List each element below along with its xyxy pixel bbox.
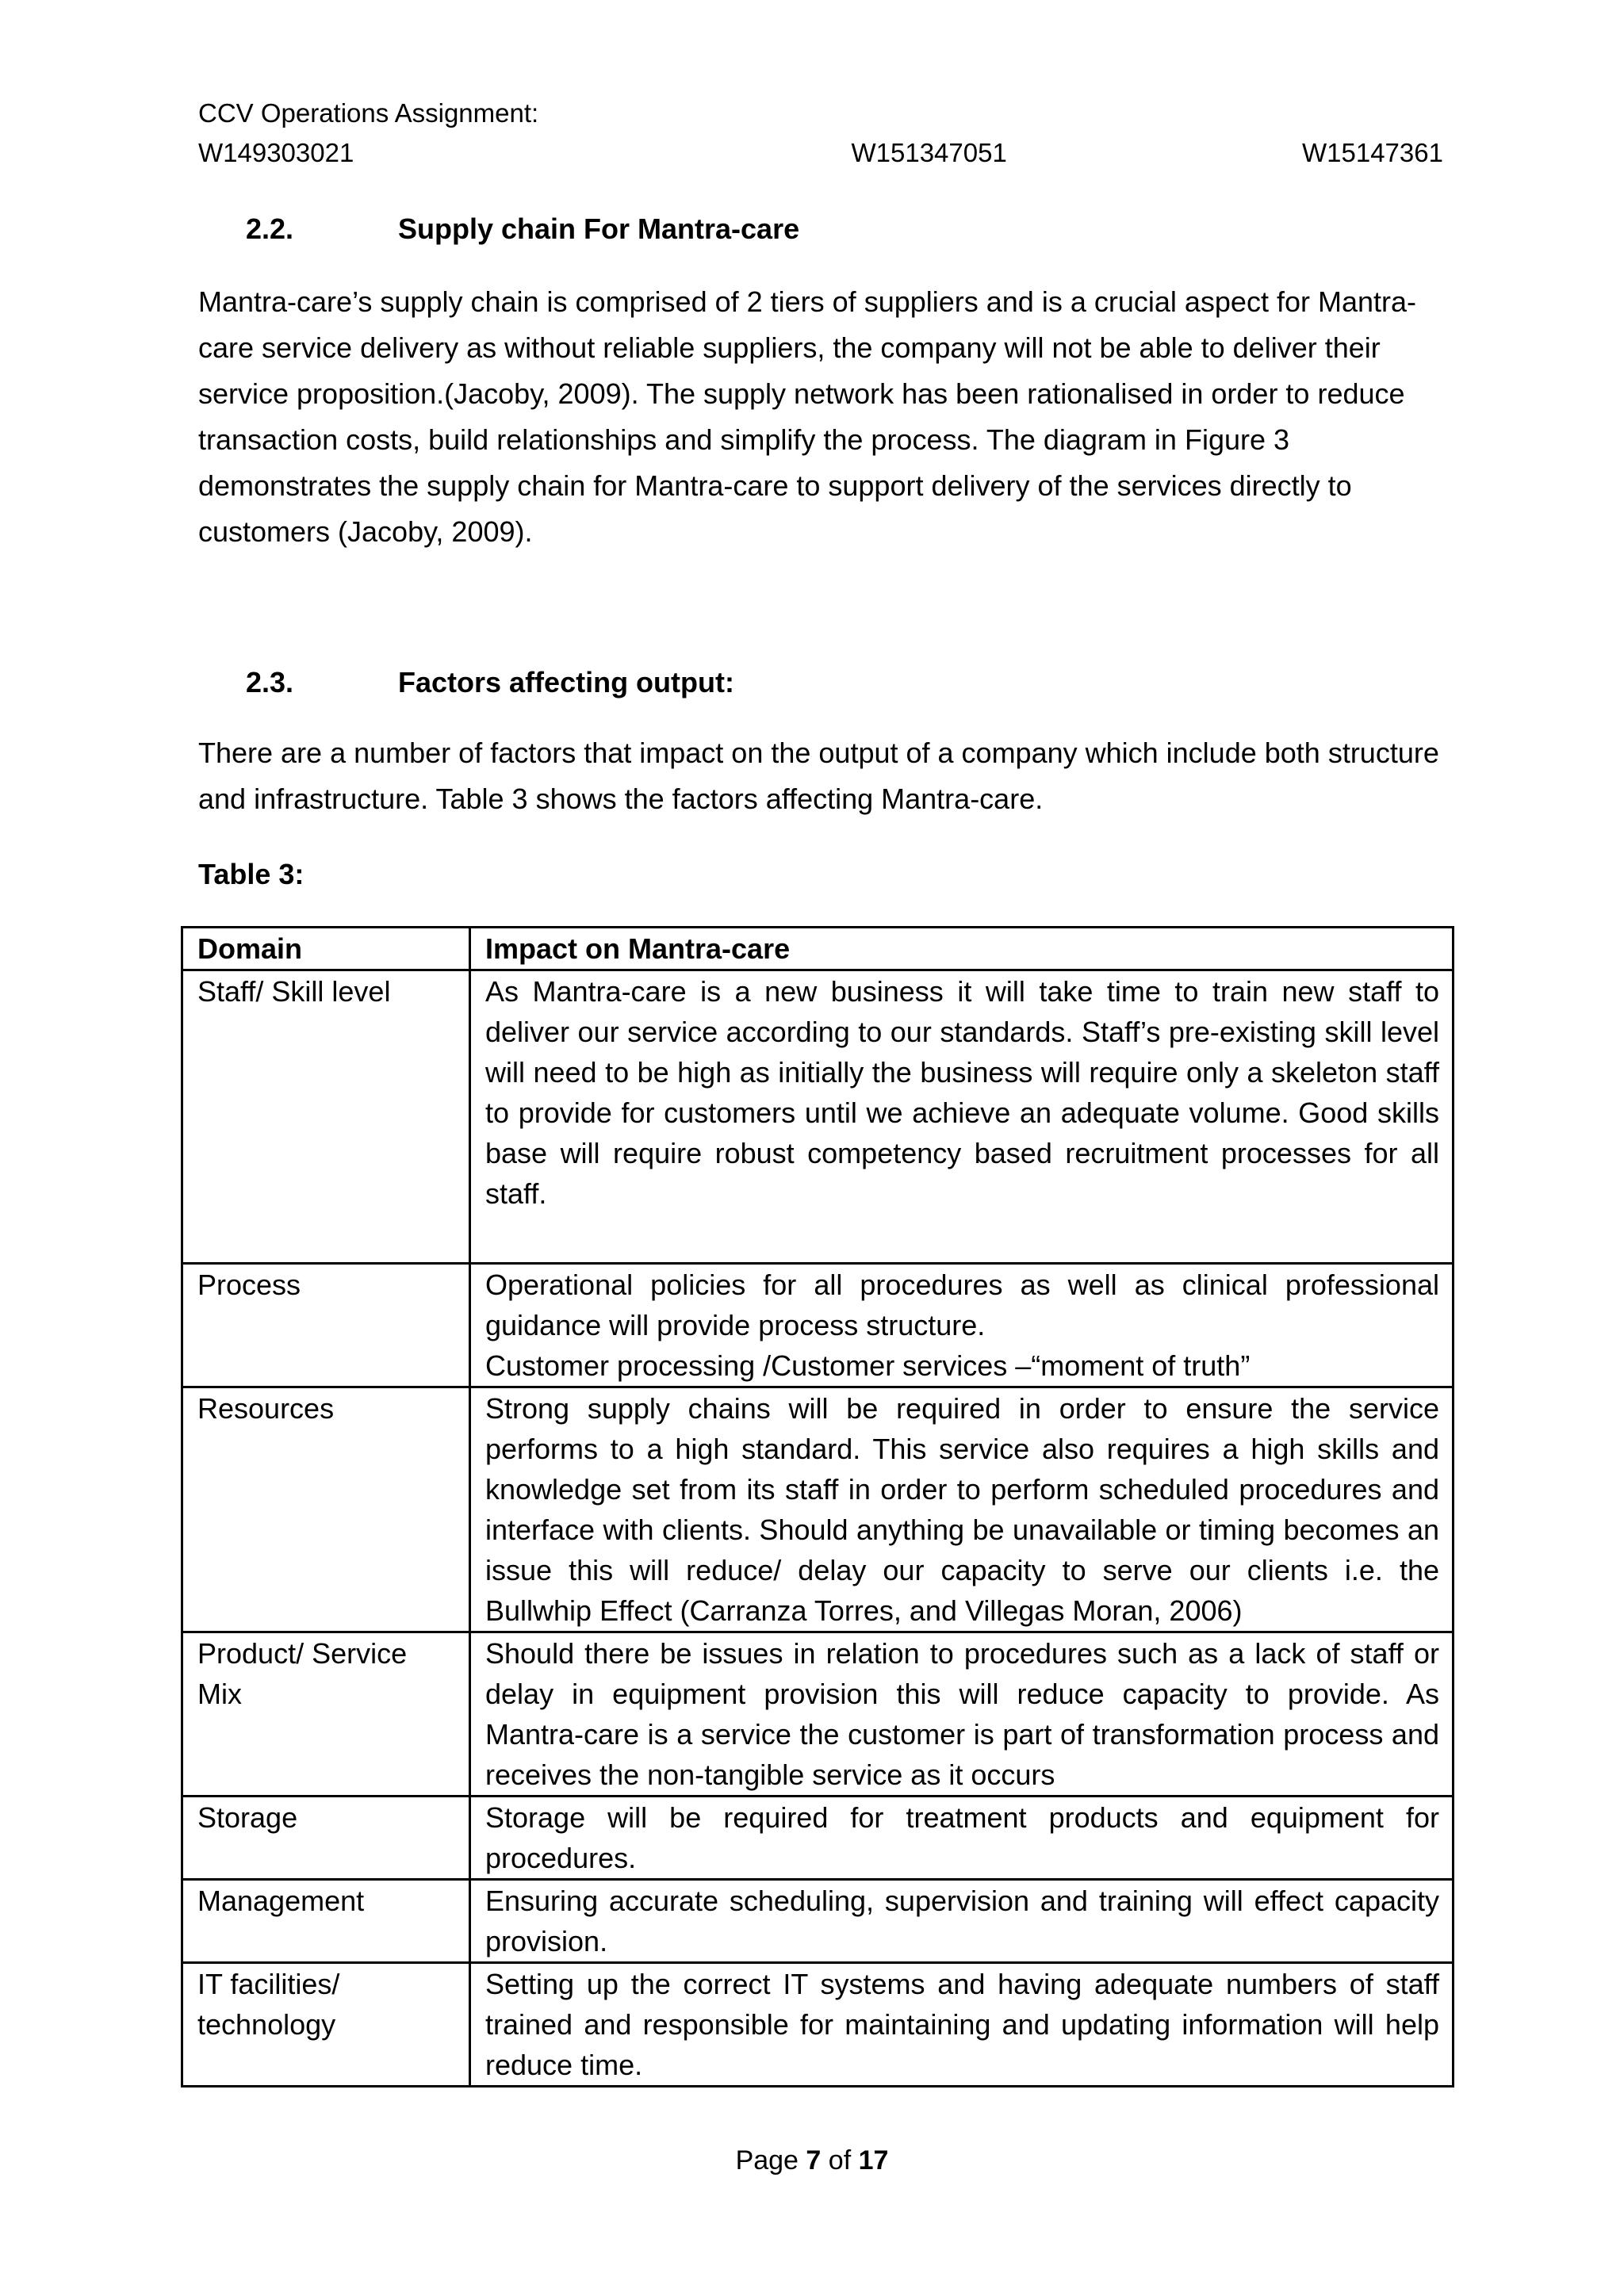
table-row	[182, 1632, 1454, 1797]
page-header	[198, 94, 1443, 173]
student-id-3: W15147361	[1302, 138, 1443, 167]
table-row	[182, 1963, 1454, 2087]
impact-cell: Storage will be required for treatment products and equipment for procedures.	[470, 1797, 1454, 1880]
section-number: 2.3.	[246, 666, 294, 698]
table-row	[182, 1797, 1454, 1880]
domain-cell: Process	[182, 1264, 470, 1387]
impact-cell: As Mantra-care is a new business it will take time to train new staff to deliver our service according to our standards. Staff’s pre-existing skill level will need to be high as initially the business will require only a skeleton staff to provide for customers until we achieve an adequate volume. Good skills base will require robust competency based recruitment processes for all staff.	[470, 970, 1454, 1264]
impact-line: Customer processing /Customer services –“moment of truth”	[485, 1349, 1251, 1382]
page-label: Page	[735, 2145, 799, 2175]
factors-table	[181, 926, 1454, 2087]
table-header-row	[182, 928, 1454, 970]
table-row	[182, 1264, 1454, 1387]
student-ids	[198, 133, 1443, 173]
impact-cell: Setting up the correct IT systems and having adequate numbers of staff trained and responsible for maintaining and updating information will help reduce time.	[470, 1963, 1454, 2087]
domain-cell: Resources	[182, 1387, 470, 1632]
section-title: Factors affecting output:	[398, 666, 734, 698]
domain-cell: Product/ Service Mix	[182, 1632, 470, 1797]
domain-cell: Staff/ Skill level	[182, 970, 470, 1264]
assignment-title: CCV Operations Assignment:	[198, 98, 539, 128]
impact-cell	[470, 1264, 1454, 1387]
impact-cell: Strong supply chains will be required in order to ensure the service performs to a high standard. This service also requires a high skills and knowledge set from its staff in order to perform scheduled procedures and interface with clients. Should anything be unavailable or timing becomes an issue this will reduce/ delay our capacity to serve our clients i.e. the Bullwhip Effect (Carranza Torres, and Villegas Moran, 2006)	[470, 1387, 1454, 1632]
section-2-3-paragraph: There are a number of factors that impact on the output of a company which include both structure and infrastructure. Table 3 shows the factors affecting Mantra-care.	[198, 737, 1439, 815]
section-2-3-heading	[246, 663, 734, 702]
page-number: 7	[806, 2145, 822, 2175]
section-title: Supply chain For Mantra-care	[398, 212, 800, 245]
column-header-impact: Impact on Mantra-care	[470, 928, 1454, 970]
table-row	[182, 970, 1454, 1264]
table-row	[182, 1387, 1454, 1632]
impact-cell: Ensuring accurate scheduling, supervision and training will effect capacity provision.	[470, 1880, 1454, 1963]
domain-cell: Management	[182, 1880, 470, 1963]
domain-cell: Storage	[182, 1797, 470, 1880]
domain-cell: IT facilities/ technology	[182, 1963, 470, 2087]
section-2-2-heading	[246, 209, 799, 249]
student-id-1: W149303021	[198, 138, 354, 167]
page-footer	[0, 2141, 1624, 2180]
section-2-2-paragraph: Mantra-care’s supply chain is comprised of 2 tiers of suppliers and is a crucial aspect for Mantra-care service delivery as without reliable suppliers, the company will not be able to deliver their service proposition.(Jacoby, 2009). The supply network has been rationalised in order to reduce transaction costs, build relationships and simplify the process. The diagram in Figure 3 demonstrates the supply chain for Mantra-care to support delivery of the services directly to customers (Jacoby, 2009).	[198, 285, 1416, 548]
student-id-2: W151347051	[851, 138, 1007, 167]
impact-cell: Should there be issues in relation to procedures such as a lack of staff or delay in equipment provision this will reduce capacity to provide. As Mantra-care is a service the customer is part of transformation process and receives the non-tangible service as it occurs	[470, 1632, 1454, 1797]
of-label: of	[828, 2145, 852, 2175]
table-row	[182, 1880, 1454, 1963]
column-header-domain: Domain	[182, 928, 470, 970]
table-title: Table 3:	[198, 858, 304, 890]
page-total: 17	[858, 2145, 889, 2175]
section-number: 2.2.	[246, 212, 294, 245]
impact-line: Operational policies for all procedures as well as clinical professional guidance will provide process structure.	[485, 1269, 1439, 1341]
